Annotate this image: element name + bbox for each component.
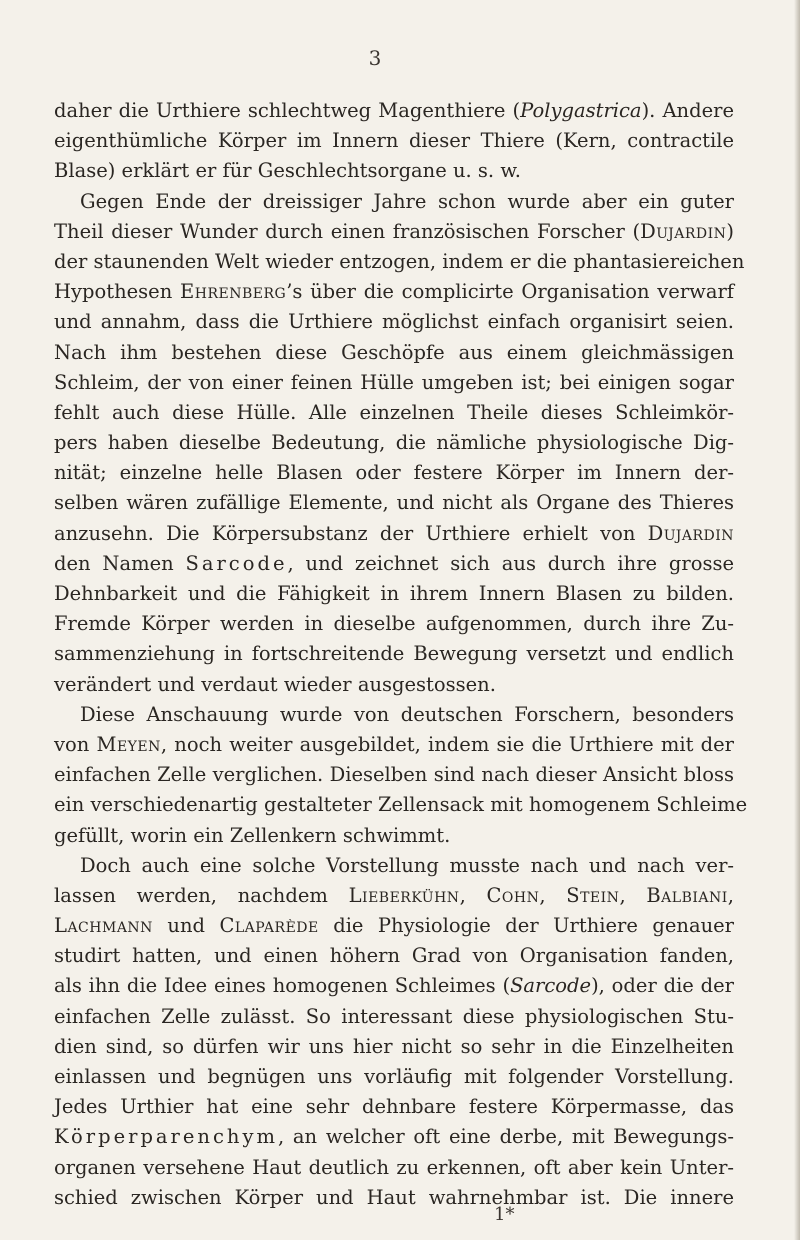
text-segment: Nach ihm bestehen diese Geschöpfe aus einem gleichmässigen (54, 340, 734, 364)
text-segment: Doch auch eine solche Vorstellung musste nach und nach ver- (80, 853, 734, 877)
text-line (54, 1122, 734, 1152)
text-segment: sammenziehung in fortschreitende Bewegung versetzt und endlich (54, 642, 734, 666)
text-segment: ’s über die complicirte Organisation verwarf (286, 280, 734, 304)
text-line (54, 549, 734, 579)
text-line (54, 700, 734, 730)
text-segment: nität; einzelne helle Blasen oder festere Körper im Innern der- (54, 461, 734, 485)
author-name: Lieberkühn (348, 883, 460, 907)
text-segment: Hypothesen (54, 280, 180, 304)
text-line (54, 941, 734, 971)
text-segment: verändert und verdaut wieder ausgestossen. (54, 672, 496, 696)
text-line (54, 881, 734, 911)
author-name: Lachmann (54, 914, 153, 938)
text-segment: dien sind, so dürfen wir uns hier nicht so sehr in die Einzelheiten (54, 1034, 734, 1058)
text-line (54, 217, 734, 247)
spaced-term: Sarcode (185, 551, 288, 575)
text-line (54, 670, 734, 700)
text-segment: und annahm, dass die Urthiere möglichst einfach organisirt seien. (54, 310, 734, 334)
text-segment: studirt hatten, und einen höhern Grad von Organisation fanden, (54, 944, 734, 968)
text-segment: , und zeichnet sich aus durch ihre grosse (287, 551, 734, 575)
text-segment: Theil dieser Wunder durch einen französischen Forscher ( (54, 219, 641, 243)
text-line (54, 428, 734, 458)
text-segment: ). Andere (641, 99, 734, 122)
author-name: Ehrenberg (180, 280, 287, 304)
author-name: Claparède (219, 914, 319, 938)
text-line (54, 851, 734, 881)
text-line (54, 609, 734, 639)
text-segment: Gegen Ende der dreissiger Jahre schon wurde aber ein guter (80, 189, 734, 213)
text-line (54, 368, 734, 398)
text-segment: von (54, 732, 97, 756)
text-line (54, 911, 734, 941)
author-name: Stein (566, 883, 620, 907)
text-line (54, 1092, 734, 1122)
author-name: Cohn (486, 883, 540, 907)
text-segment: schied zwischen Körper und Haut wahrnehmbar ist. Die innere (54, 1185, 734, 1209)
text-line (54, 1062, 734, 1092)
text-segment: Diese Anschauung wurde von deutschen Forschern, besonders (80, 702, 734, 726)
text-segment: ), oder die der (591, 974, 735, 998)
text-line (54, 488, 734, 518)
text-line (54, 277, 734, 307)
text-segment: als ihn die Idee eines homogenen Schleimes ( (54, 974, 511, 998)
text-line (54, 1183, 734, 1213)
italic-term: Polygastrica (520, 99, 642, 122)
text-segment: die Physiologie der Urthiere genauer (318, 914, 734, 938)
italic-term: Sarcode (510, 974, 592, 998)
page-edge-shadow (794, 0, 800, 1240)
text-segment: , (539, 883, 567, 907)
text-segment: ein verschiedenartig gestalteter Zellensack mit homogenem Schleime (54, 793, 748, 817)
text-line (54, 247, 745, 277)
text-segment: , (619, 883, 647, 907)
text-segment: Blase) erklärt er für Geschlechtsorgane u. s. w. (54, 159, 521, 183)
text-segment: Jedes Urthier hat eine sehr dehnbare festere Körpermasse, das (54, 1095, 734, 1119)
text-segment: Schleim, der von einer feinen Hülle umgeben ist; bei einigen sogar (54, 370, 734, 394)
text-segment: , (727, 883, 734, 907)
text-segment: daher die Urthiere schlechtweg Magenthiere ( (54, 99, 521, 122)
text-line (54, 338, 734, 368)
text-line (54, 126, 734, 156)
text-line (54, 187, 734, 217)
text-segment: den Namen (54, 551, 186, 575)
text-line (54, 156, 734, 186)
author-name: Balbiani (646, 883, 728, 907)
text-line (54, 96, 734, 126)
text-segment: einfachen Zelle verglichen. Dieselben sind nach dieser Ansicht bloss (54, 763, 734, 787)
text-line (54, 971, 734, 1001)
text-segment: gefüllt, worin ein Zellenkern schwimmt. (54, 823, 451, 847)
text-segment: ) (726, 219, 734, 243)
text-line (54, 1153, 734, 1183)
text-line (54, 730, 734, 760)
text-line (54, 821, 734, 851)
text-line (54, 760, 734, 790)
spaced-term: Körperparenchym (54, 1125, 278, 1149)
author-name: Meyen (96, 732, 161, 756)
text-line (54, 519, 734, 549)
text-segment: einfachen Zelle zulässt. So interessant diese physiologischen Stu- (54, 1004, 734, 1028)
text-segment: organen versehene Haut deutlich zu erkennen, oft aber kein Unter- (54, 1155, 734, 1179)
text-segment: , an welcher oft eine derbe, mit Bewegungs- (277, 1125, 734, 1149)
body-text (54, 96, 748, 1213)
text-line (54, 1002, 734, 1032)
text-line (54, 398, 734, 428)
printer-signature: 1* (494, 1204, 515, 1225)
author-name: Dujardin (640, 219, 727, 243)
text-segment: eigenthümliche Körper im Innern dieser Thiere (Kern, contractile (54, 129, 734, 153)
text-segment: anzusehn. Die Körpersubstanz der Urthiere erhielt von (54, 521, 648, 545)
text-segment: Dehnbarkeit und die Fähigkeit in ihrem Innern Blasen zu bilden. (54, 582, 734, 605)
text-line (54, 639, 734, 669)
text-segment: , noch weiter ausgebildet, indem sie die Urthiere mit der (160, 732, 734, 756)
text-segment: pers haben dieselbe Bedeutung, die nämliche physiologische Dig- (54, 431, 734, 455)
text-line (54, 458, 734, 488)
text-segment: und (152, 914, 220, 938)
text-segment: einlassen und begnügen uns vorläufig mit folgender Vorstellung. (54, 1065, 734, 1088)
text-line (54, 790, 748, 820)
text-segment: lassen werden, nachdem (54, 883, 349, 907)
text-segment: Fremde Körper werden in dieselbe aufgenommen, durch ihre Zu- (54, 612, 734, 636)
author-name: Dujardin (647, 521, 734, 545)
text-segment: der staunenden Welt wieder entzogen, indem er die phantasiereichen (54, 249, 745, 273)
page-number: 3 (368, 46, 382, 70)
text-segment: , (459, 883, 487, 907)
text-segment: selben wären zufällige Elemente, und nicht als Organe des Thieres (54, 491, 734, 515)
text-segment: fehlt auch diese Hülle. Alle einzelnen Theile dieses Schleimkör- (54, 400, 734, 424)
text-line (54, 307, 734, 337)
text-line (54, 579, 734, 609)
text-line (54, 1032, 734, 1062)
